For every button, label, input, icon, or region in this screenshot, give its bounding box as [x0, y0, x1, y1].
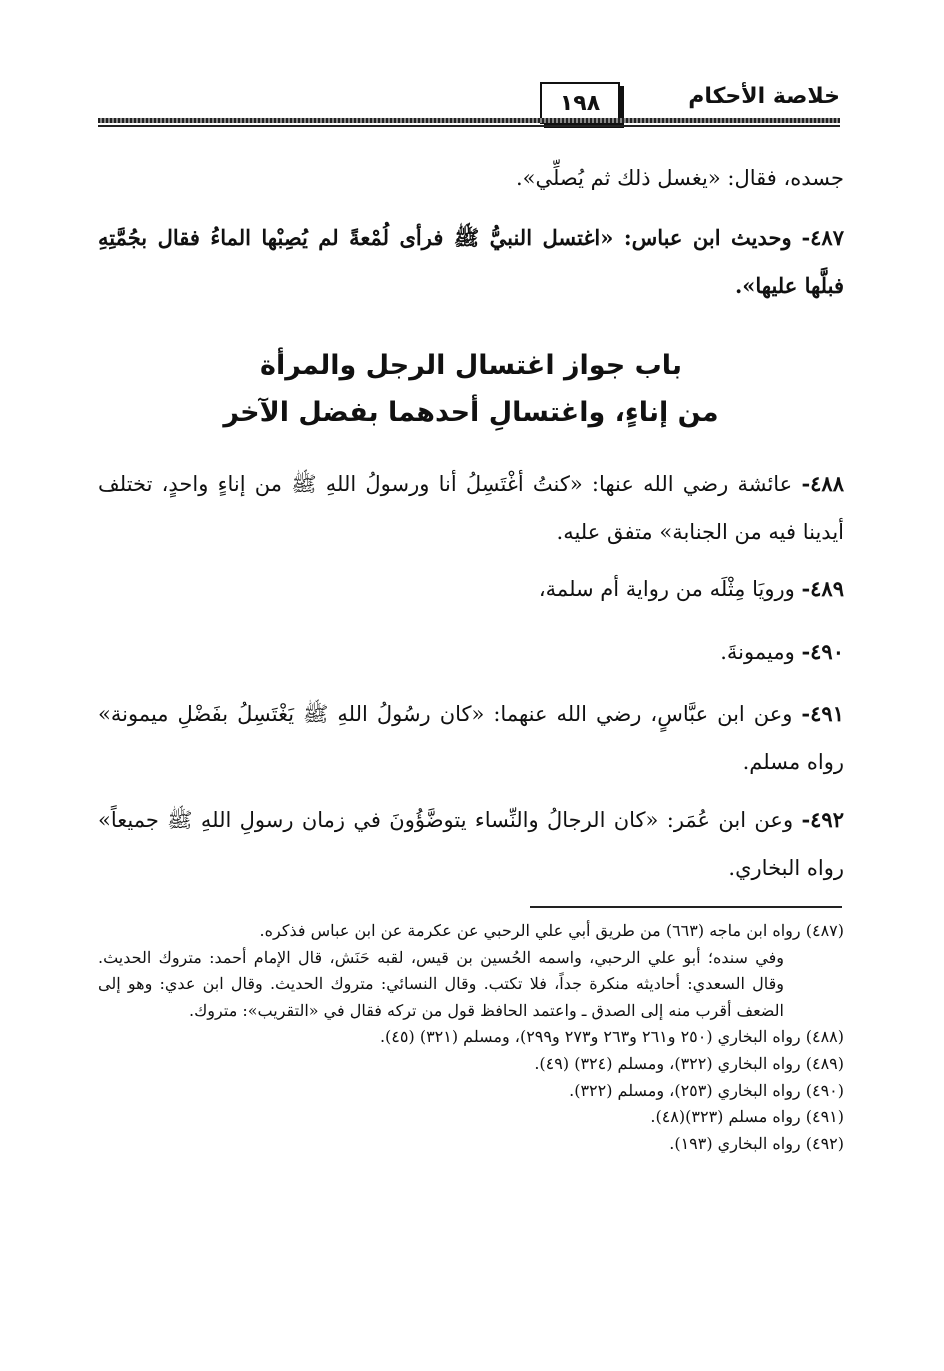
footnote-divider [530, 906, 842, 908]
footnote-487: (٤٨٧) رواه ابن ماجه (٦٦٣) من طريق أبي علي الرحبي عن عكرمة عن ابن عباس فذكره. [259, 921, 844, 940]
header-rule [98, 118, 840, 123]
hadith-text: وحديث ابن عباس: «اغتسل النبيُّ ﷺ فرأى لُمْعةً لم يُصِبْها الماءُ فقال بجُمَّتِهِ فبلَّها عليها». [98, 225, 844, 298]
hadith-number: ٤٨٧- [801, 225, 844, 250]
footnote-491: (٤٩١) رواه مسلم (٣٢٣)(٤٨). [650, 1107, 844, 1127]
paragraph-text: جسده، فقال: «يغسل ذلك ثم يُصلِّي». [515, 166, 844, 190]
hadith-number: ٤٩١- [801, 701, 844, 726]
hadith-491 [98, 690, 844, 786]
hadith-text: ورويَا مِثْلَه من رواية أم سلمة، [538, 577, 795, 601]
footnote-488: (٤٨٨) رواه البخاري (٢٥٠ و٢٦١ و٢٦٣ و٢٧٣ و٢٩٩)، ومسلم (٣٢١) (٤٥). [379, 1027, 844, 1047]
footnotes [98, 918, 844, 1157]
page-header [98, 82, 840, 130]
section-heading-line1: باب جواز اغتسال الرجل والمرأة [260, 350, 682, 381]
hadith-text: وميمونةَ. [720, 640, 795, 664]
page-number: ١٩٨ [540, 82, 620, 124]
hadith-488 [98, 460, 844, 556]
hadith-number: ٤٨٨- [801, 471, 844, 496]
header-rule-thin [98, 125, 840, 127]
section-heading [98, 342, 844, 436]
hadith-490 [98, 628, 844, 676]
hadith-text: وعن ابن عُمَر: «كان الرجالُ والنِّساء يتوضَّؤُونَ في زمان رسولِ اللهِ ﷺ جميعاً» رواه البخاري. [98, 808, 844, 880]
hadith-text: عائشة رضي الله عنها: «كنتُ أغْتَسِلُ أنا ورسولُ اللهِ ﷺ من إناءٍ واحدٍ، تختلف أيدينا فيه من الجنابة» متفق عليه. [98, 472, 844, 544]
hadith-487 [98, 214, 844, 310]
hadith-number: ٤٩٢- [801, 807, 844, 832]
hadith-492 [98, 796, 844, 892]
footnote-490: (٤٩٠) رواه البخاري (٢٥٣)، ومسلم (٣٢٢). [569, 1080, 844, 1100]
hadith-number: ٤٨٩- [801, 576, 844, 601]
hadith-number: ٤٩٠- [801, 639, 844, 664]
footnote-487-continuation: وفي سنده؛ أبو علي الرحبي، واسمه الحُسين بن قيس، لقبه حَنَش، قال الإمام أحمد: متروك الحديث. وقال السعدي: أحاديثه منكرة جداً، فلا تكتب. وقال النسائي: متروك الحديث. وقال ابن عدي: وهو إلى الضعف أقرب منه إلى الصدق ـ واعتمد الحافظ قول من تركه فقال في «التقريب»: متروك. [98, 947, 784, 1020]
footnote-492: (٤٩٢) رواه البخاري (١٩٣). [669, 1133, 844, 1153]
footnote-489: (٤٨٩) رواه البخاري (٣٢٢)، ومسلم (٣٢٤) (٤٩). [534, 1053, 844, 1073]
hadith-text: وعن ابن عبَّاسٍ، رضي الله عنهما: «كان رسُولُ اللهِ ﷺ يَغْتَسِلُ بفَضْلِ ميمونة» رواه مسلم. [98, 702, 844, 774]
paragraph-continuation [98, 154, 844, 202]
hadith-489 [98, 565, 844, 613]
section-heading-line2: من إناءٍ، واغتسالِ أحدهما بفضل الآخر [223, 397, 719, 428]
book-title: خلاصة الأحكام [688, 84, 840, 109]
